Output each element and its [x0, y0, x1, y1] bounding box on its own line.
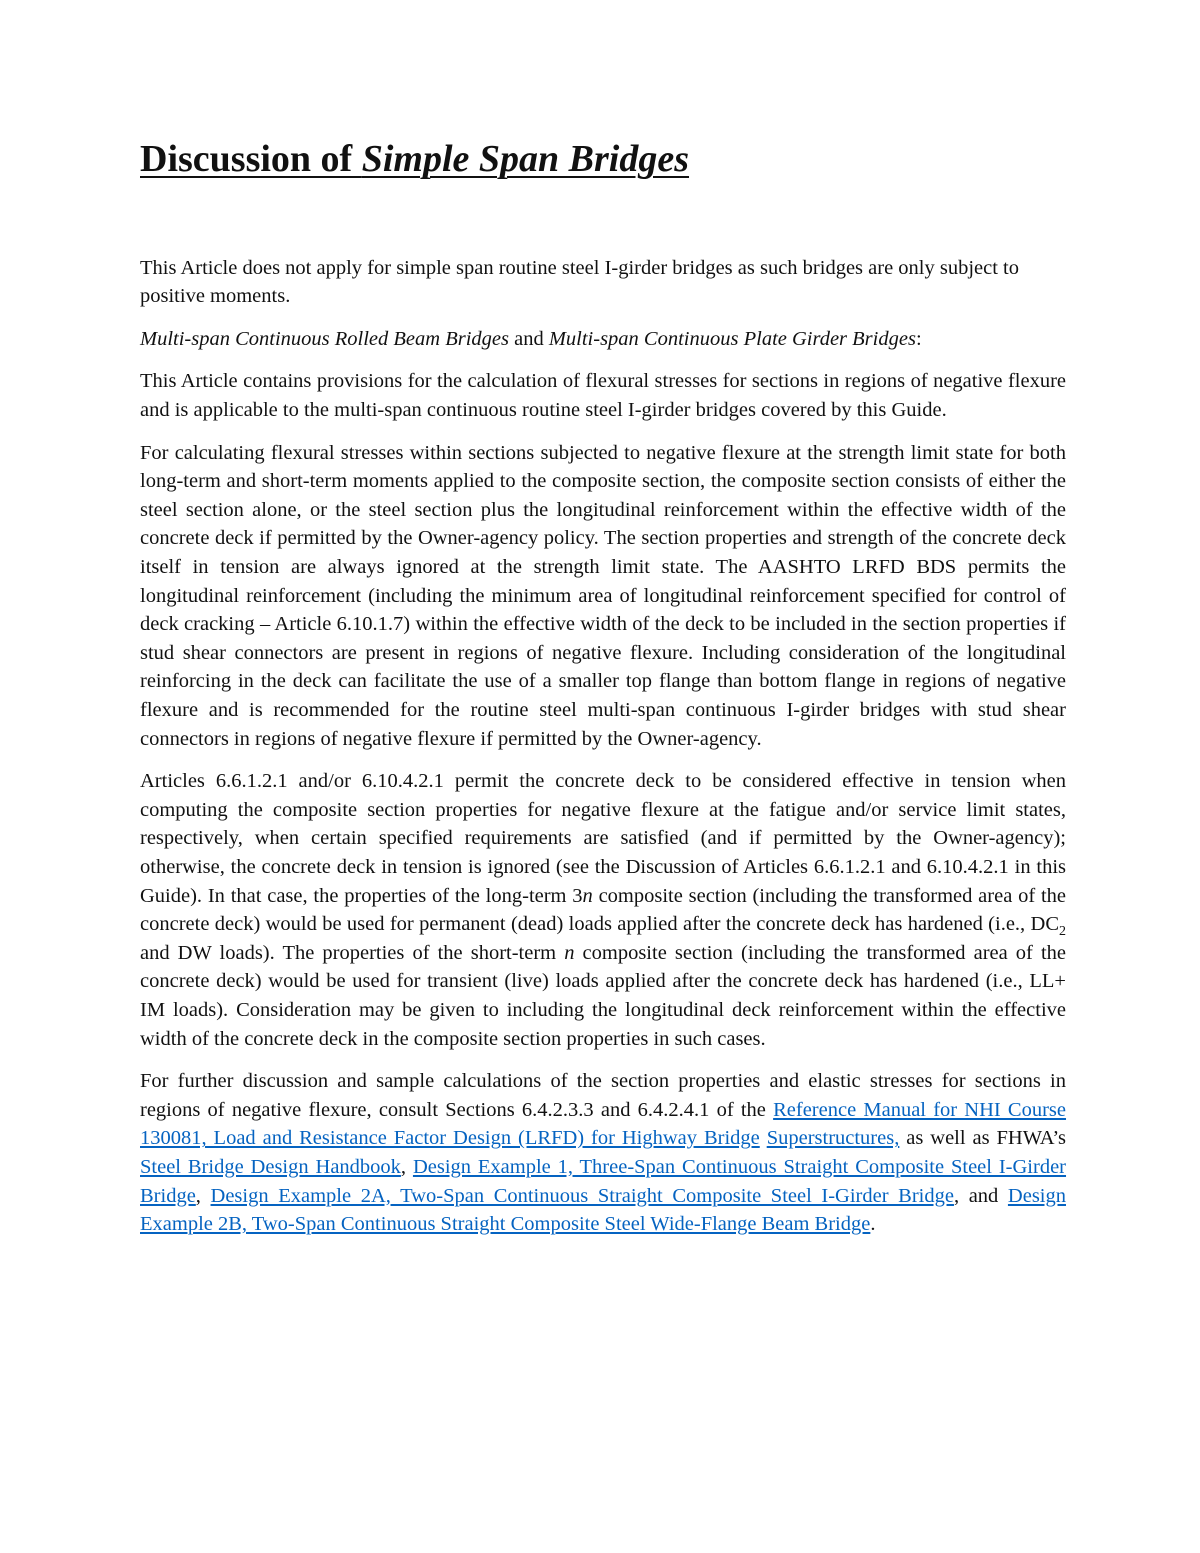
paragraph-references: For further discussion and sample calculations of the section properties and elastic stresses for sections in regions of negative flexure, consult Sections 6.4.2.3.3 and 6.4.2.4.1 of the Reference Manual for NHI Course 130081, Load and Resistance Factor Design (LRFD) for Highway Bridge Superstructures, as well as FHWA’s Steel Bridge Design Handbook, Design Example 1, Three-Span Continuous Straight Composite Steel I-Girder Bridge, Design Example 2A, Two-Span Continuous Straight Composite Steel I-Girder Bridge, and Design Example 2B, Two-Span Continuous Straight Composite Steel Wide-Flange Beam Bridge.	[140, 1070, 1067, 1236]
link-design-example-2b[interactable]: Design Example 2B, Two-Span Continuous Straight Composite Steel Wide-Flange Beam Bridge	[140, 1184, 1066, 1236]
link-nhi-reference-manual[interactable]: Reference Manual for NHI Course 130081, Load and Resistance Factor Design (LRFD) for Highway Bridge	[140, 1098, 1067, 1150]
title-italic: Simple Span Bridges	[361, 138, 690, 180]
document-page	[140, 138, 1066, 1253]
paragraph-scope: This Article does not apply for simple span routine steel I-girder bridges as such bridges are only subject to positive moments.	[140, 256, 1020, 308]
link-steel-bridge-design-handbook[interactable]: Steel Bridge Design Handbook	[140, 1155, 401, 1178]
link-design-example-1[interactable]: Design Example 1, Three-Span Continuous Straight Composite Steel I-Girder Bridge	[140, 1155, 1067, 1207]
page-title	[140, 138, 1066, 182]
link-design-example-2a[interactable]: Design Example 2A, Two-Span Continuous Straight Composite Steel I-Girder Bridge	[210, 1184, 954, 1207]
paragraph-provisions: This Article contains provisions for the calculation of flexural stresses for sections in regions of negative flexure and is applicable to the multi-span continuous routine steel I-girder bridges covered by this Guide.	[140, 370, 1066, 422]
title-prefix: Discussion of	[140, 138, 362, 180]
paragraph-fatigue-service: Articles 6.6.1.2.1 and/or 6.10.4.2.1 permit the concrete deck to be considered effective in tension when computing the composite section properties for negative flexure at the fatigue and/or service limit states, respectively, when certain specified requirements are satisfied (and if permitted by the Owner-agency); otherwise, the concrete deck in tension is ignored (see the Discussion of Articles 6.6.1.2.1 and 6.10.4.2.1 in this Guide). In that case, the properties of the long-term 3n composite section (including the transformed area of the concrete deck) would be used for permanent (dead) loads applied after the concrete deck has hardened (i.e., $DC_2$ and DW loads). The properties of the short-term n composite section (including the transformed area of the concrete deck) would be used for transient (live) loads applied after the concrete deck has hardened (i.e., LL+ IM loads). Consideration may be given to including the longitudinal deck reinforcement within the effective width of the concrete deck in the composite section properties in such cases.	[140, 770, 1066, 1050]
paragraph-bridge-types: Multi-span Continuous Rolled Beam Bridges and Multi-span Continuous Plate Girder Bridges:	[140, 327, 922, 350]
bridge-type-plate-girder: Multi-span Continuous Plate Girder Bridges	[548, 327, 916, 350]
link-superstructures[interactable]: Superstructures,	[766, 1127, 900, 1150]
paragraph-strength-limit: For calculating flexural stresses within sections subjected to negative flexure at the strength limit state for both long-term and short-term moments applied to the composite section, the composite section consists of either the steel section alone, or the steel section plus the longitudinal reinforcement within the effective width of the concrete deck if permitted by the Owner-agency policy. The section properties and strength of the concrete deck itself in tension are always ignored at the strength limit state. The AASHTO LRFD BDS permits the longitudinal reinforcement (including the minimum area of longitudinal reinforcement specified for control of deck cracking – Article 6.10.1.7) within the effective width of the deck to be included in the section properties if stud shear connectors are present in regions of negative flexure. Including consideration of the longitudinal reinforcing in the deck can facilitate the use of a smaller top flange than bottom flange in regions of negative flexure and is recommended for the routine steel multi-span continuous I-girder bridges with stud shear connectors in regions of negative flexure if permitted by the Owner-agency.	[140, 441, 1066, 750]
bridge-type-rolled-beam: Multi-span Continuous Rolled Beam Bridges	[140, 327, 509, 350]
